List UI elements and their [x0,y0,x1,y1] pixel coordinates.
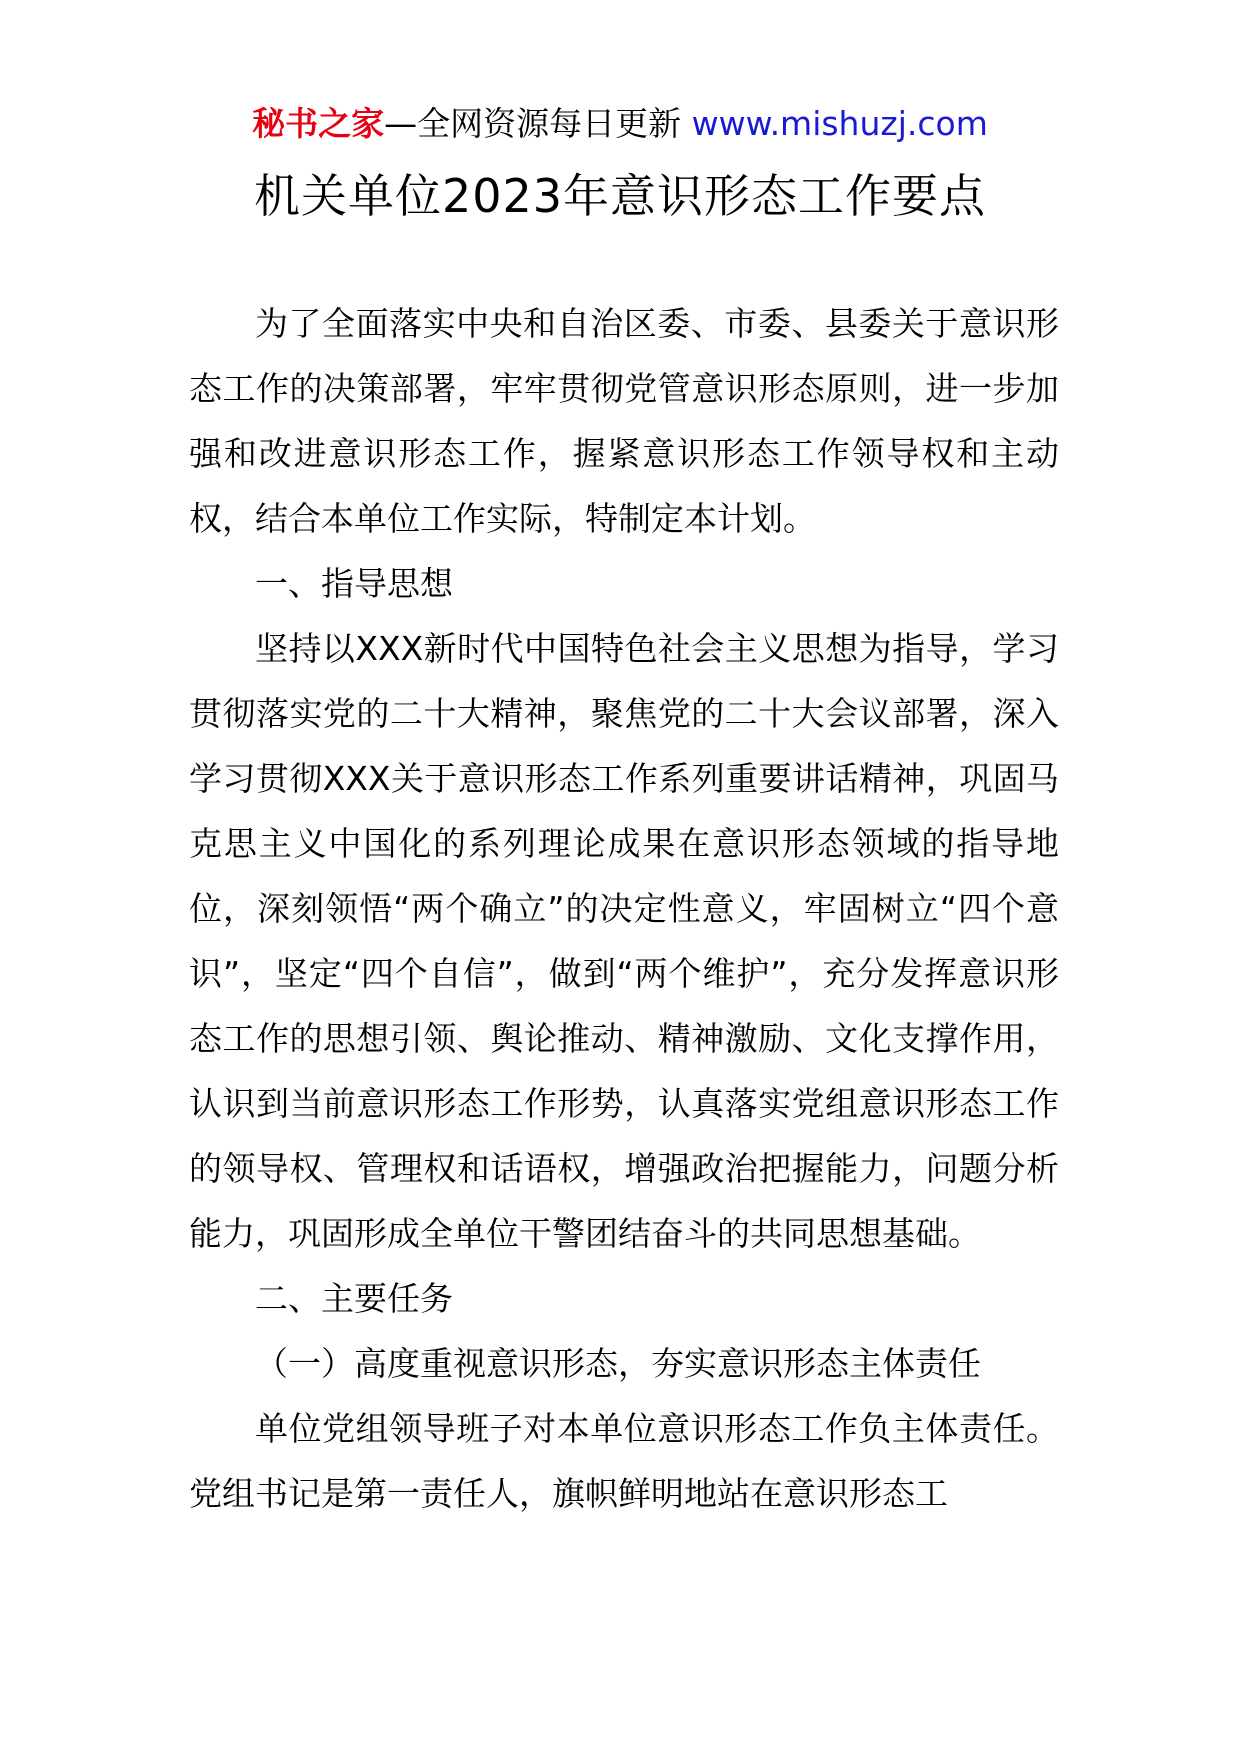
document-body [189,291,1059,1526]
site-brand: 秘书之家 [252,104,385,143]
intro-paragraph: 为了全面落实中央和自治区委、市委、县委关于意识形态工作的决策部署，牢牢贯彻党管意识形态原则，进一步加强和改进意识形态工作，握紧意识形态工作领导权和主动权，结合本单位工作实际，特制定本计划。 [189,304,1059,538]
site-header [0,100,1240,148]
section-heading-guiding-ideology: 一、指导思想 [255,564,453,603]
subsection-heading-1: （一）高度重视意识形态，夯实意识形态主体责任 [255,1344,981,1383]
site-tagline: —全网资源每日更新 [384,104,692,143]
main-tasks-paragraph: 单位党组领导班子对本单位意识形态工作负主体责任。党组书记是第一责任人，旗帜鲜明地站在意识形态工 [189,1409,1059,1513]
site-url-link[interactable]: www.mishuzj.com [691,104,988,143]
section-heading-main-tasks: 二、主要任务 [255,1279,453,1318]
document-title: 机关单位2023年意识形态工作要点 [253,169,987,223]
guiding-ideology-paragraph: 坚持以XXX新时代中国特色社会主义思想为指导，学习贯彻落实党的二十大精神，聚焦党的二十大会议部署，深入学习贯彻XXX关于意识形态工作系列重要讲话精神，巩固马克思主义中国化的系列理论成果在意识形态领域的指导地位，深刻领悟“两个确立”的决定性意义，牢固树立“四个意识”，坚定“四个自信”，做到“两个维护”，充分发挥意识形态工作的思想引领、舆论推动、精神激励、文化支撑作用，认识到当前意识形态工作形势，认真落实党组意识形态工作的领导权、管理权和话语权，增强政治把握能力，问题分析能力，巩固形成全单位干警团结奋斗的共同思想基础。 [189,629,1059,1253]
